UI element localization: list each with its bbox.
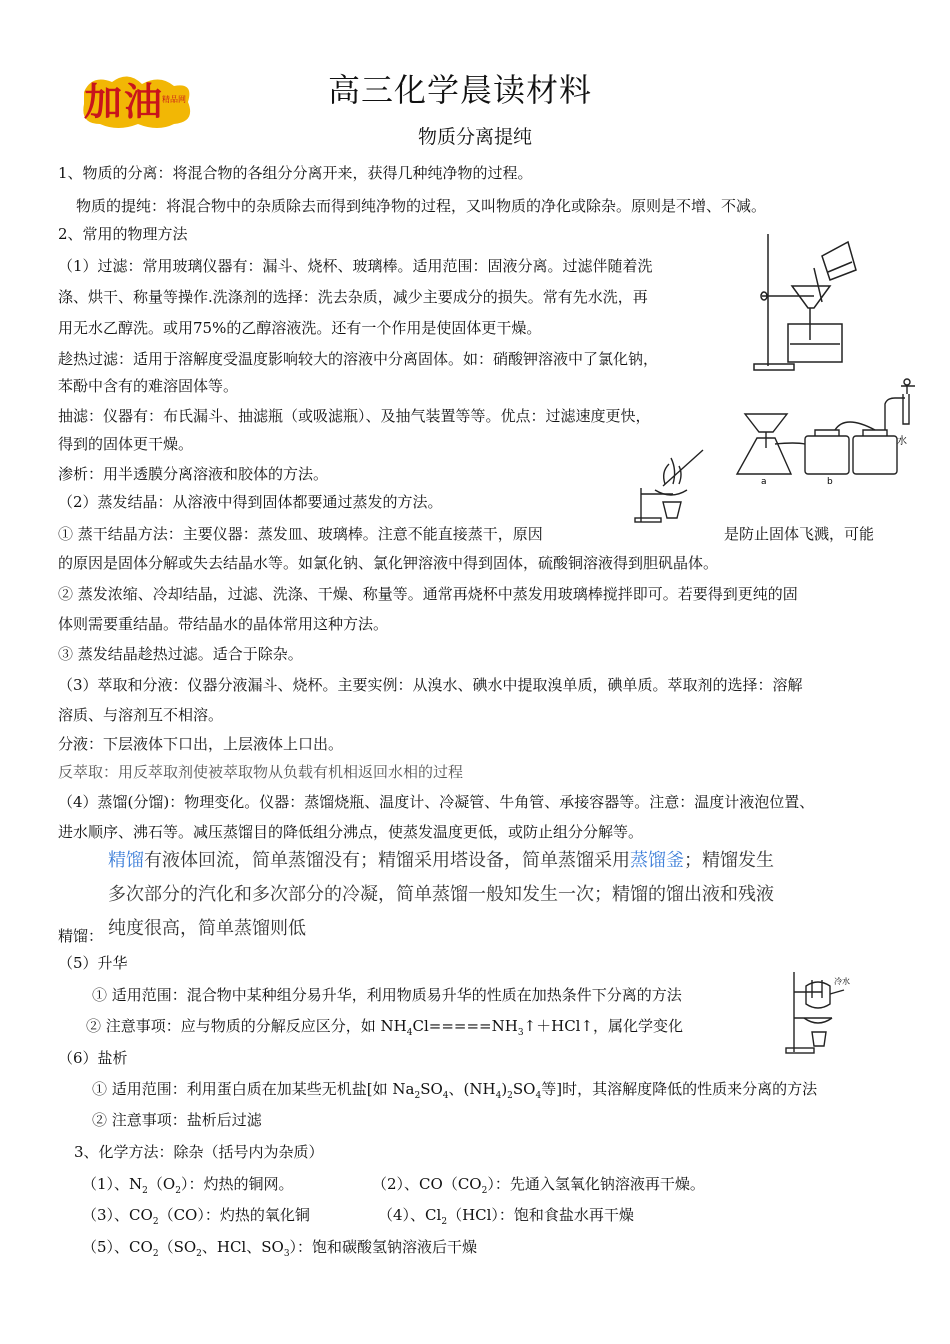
logo-text: 加油 <box>84 80 165 124</box>
sublimation-item2: ② 注意事项：应与物质的分解反应区分，如 $NH_4Cl=====NH_3↑+HCl↑$，属化学变化 <box>86 1017 684 1038</box>
distillation-line-1: （4）蒸馏(分馏)：物理变化。仪器：蒸馏烧瓶、温度计、冷凝管、牛角管、承接容器等。注意：温度计液泡位置、 <box>58 793 815 811</box>
impurity-row-4: （4）、$Cl_2(HCl)$：饱和食盐水再干燥 <box>378 1206 634 1227</box>
sublimation-item1: ① 适用范围：混合物中某种组分易升华，利用物质易升华的性质在加热条件下分离的方法 <box>92 986 682 1004</box>
evaporation-item2-b: 体则需要重结晶。带结晶水的晶体常用这种方法。 <box>58 615 389 633</box>
separation-definition: 1、物质的分离：将混合物的各组分分离开来，获得几种纯净物的过程。 <box>58 164 533 182</box>
rectification-text-1 <box>108 848 774 874</box>
hot-filter-line-2: 苯酚中含有的难溶固体等。 <box>58 377 239 395</box>
hot-filter-line-1: 趁热过滤：适用于溶解度受温度影响较大的溶液中分离固体。如：硝酸钾溶液中了氯化钠， <box>58 350 659 368</box>
physical-methods-heading: 2、常用的物理方法 <box>58 225 188 243</box>
sublimation-label-cold-water: 冷水 <box>834 977 850 986</box>
purification-definition: 物质的提纯：将混合物中的杂质除去而得到纯净物的过程，又叫物质的净化或除杂。原则是不增、不减。 <box>76 197 767 215</box>
filter-line-3: 用无水乙醇洗。或用75%的乙醇溶液洗。还有一个作用是使固体更干燥。 <box>58 319 542 337</box>
distillation-line-2: 进水顺序、沸石等。减压蒸馏目的降低组分沸点，使蒸发温度更低，或防止组分分解等。 <box>58 823 644 841</box>
evaporation-item3: ③ 蒸发结晶趁热过滤。适合于除杂。 <box>58 645 303 663</box>
dialysis-line: 渗析：用半透膜分离溶液和胶体的方法。 <box>58 465 329 483</box>
evaporation-figure <box>633 444 715 524</box>
impurity-row-3: （3）、$CO_2(CO)$：灼热的氧化铜 <box>82 1206 310 1227</box>
rectification-text-2: 多次部分的汽化和多次部分的冷凝，简单蒸馏一般知发生一次；精馏的馏出液和残液 <box>108 884 774 905</box>
filtration-figure <box>752 232 862 372</box>
rectification-text-1d: ；精馏发生 <box>684 850 774 871</box>
rectification-text-3: 纯度很高，简单蒸馏则低 <box>108 918 306 939</box>
filter-line-1: （1）过滤：常用玻璃仪器有：漏斗、烧杯、玻璃棒。适用范围：固液分离。过滤伴随着洗 <box>58 257 653 275</box>
sublimation-heading: （5）升华 <box>58 954 128 972</box>
extraction-line-1: （3）萃取和分液：仪器分液漏斗、烧杯。主要实例：从溴水、碘水中提取溴单质，碘单质。萃取剂的选择：溶解 <box>58 676 803 694</box>
impurity-row-2: （2）、$CO(CO_2)$：先通入氢氧化钠溶液再干燥。 <box>372 1175 705 1196</box>
evaporation-item2-a: ② 蒸发浓缩、冷却结晶，过滤、洗涤、干燥、称量等。通常再烧杯中蒸发用玻璃棒搅拌即可。若要得到更纯的固 <box>58 585 798 603</box>
suction-label-a: a <box>761 477 767 487</box>
rectification-term: 精馏 <box>108 850 144 871</box>
still-pot-term: 蒸馏釜 <box>630 850 684 871</box>
rectification-label: 精馏： <box>58 927 104 945</box>
salting-out-item1: ① 适用范围：利用蛋白质在加某些无机盐[如 $Na_2SO_4$、$(NH_4)_2SO_4$等]时，其溶解度降低的性质来分离的方法 <box>92 1080 818 1101</box>
rectification-text-1b: 有液体回流，简单蒸馏没有；精馏采用塔设备，简单蒸馏采用 <box>144 850 630 871</box>
evaporation-item1-c: 的原因是固体分解或失去结晶水等。如氯化钠、氯化钾溶液中得到固体，硫酸铜溶液得到胆矾晶体。 <box>58 554 719 572</box>
back-extraction-line: 反萃取：用反萃取剂使被萃取物从负载有机相返回水相的过程 <box>58 763 464 781</box>
evaporation-item1-a: ① 蒸干结晶方法：主要仪器：蒸发皿、玻璃棒。注意不能直接蒸干，原因 <box>58 525 543 543</box>
page-subtitle: 物质分离提纯 <box>417 126 532 148</box>
suction-filtration-figure <box>735 374 925 486</box>
page-title: 高三化学晨读材料 <box>327 71 592 109</box>
suction-label-b: b <box>827 477 833 487</box>
suction-line-2: 得到的固体更干燥。 <box>58 435 194 453</box>
chemical-methods-heading: 3、化学方法：除杂（括号内为杂质） <box>74 1143 324 1161</box>
salting-out-heading: （6）盐析 <box>58 1049 128 1067</box>
impurity-row-1: （1）、$N_2(O_2)$：灼热的铜网。 <box>82 1175 294 1196</box>
filter-line-2: 涤、烘干、称量等操作.洗涤剂的选择：洗去杂质，减少主要成分的损失。常有先水洗，再 <box>58 288 648 306</box>
sublimation-figure <box>782 968 862 1056</box>
suction-label-water: 水 <box>897 436 907 447</box>
logo-small-text: 精品网 <box>162 95 186 104</box>
impurity-row-5: （5）、$CO_2(SO_2$、HCl、$SO_3$）：饱和碳酸氢钠溶液后干燥 <box>82 1238 478 1259</box>
evaporation-heading: （2）蒸发结晶：从溶液中得到固体都要通过蒸发的方法。 <box>58 493 443 511</box>
separation-line: 分液：下层液体下口出，上层液体上口出。 <box>58 735 344 753</box>
extraction-line-2: 溶质、与溶剂互不相溶。 <box>58 706 224 724</box>
evaporation-item1-b: 是防止固体飞溅，可能 <box>724 525 875 543</box>
suction-line-1: 抽滤：仪器有：布氏漏斗、抽滤瓶（或吸滤瓶）、及抽气装置等等。优点：过滤速度更快， <box>58 407 651 425</box>
salting-out-item2: ② 注意事项：盐析后过滤 <box>92 1111 262 1129</box>
